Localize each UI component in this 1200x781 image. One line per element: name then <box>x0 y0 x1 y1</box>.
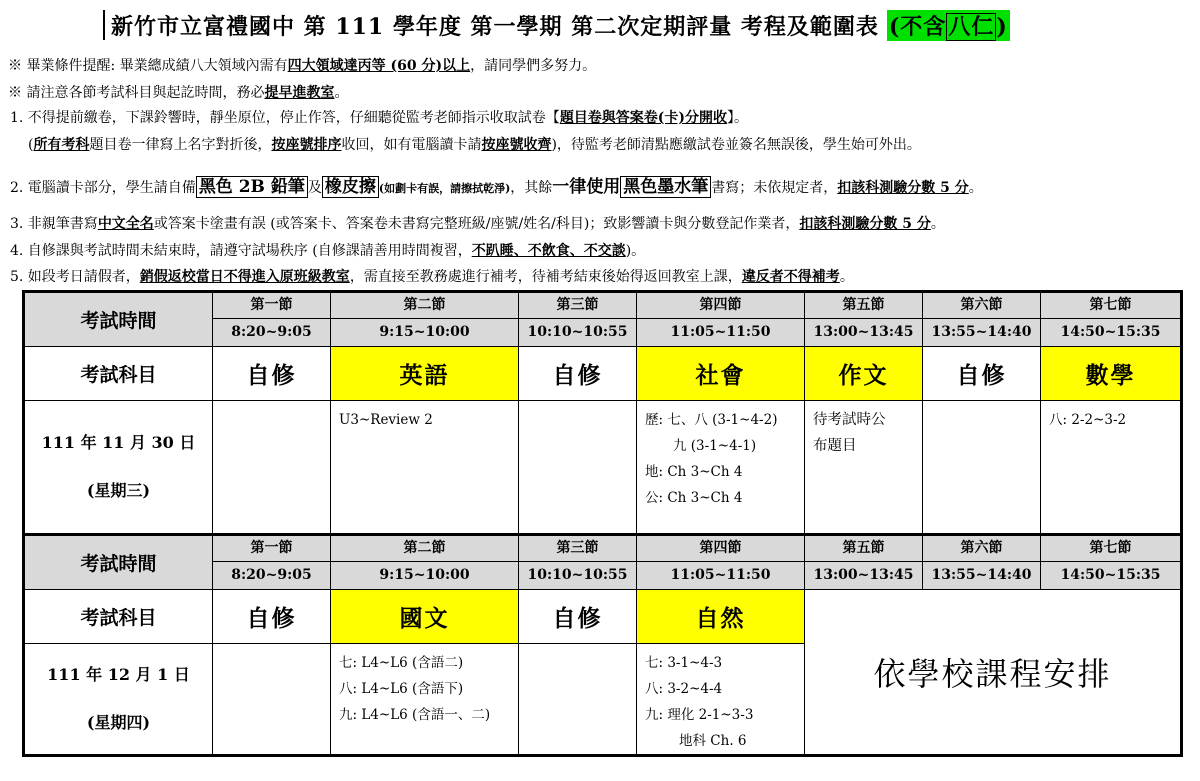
day1-range-p6 <box>923 401 1041 535</box>
day1-subject: 自修 <box>213 347 331 401</box>
rule-1: 1. 不得提前繳卷，下課鈴響時，靜坐原位，停止作答，仔細聽從監考老師指示收取試卷【題目卷與答案卷(卡)分開收】。 <box>10 110 749 126</box>
period-5: 第五節 13:00~13:45 <box>805 535 923 590</box>
day2-time-row <box>24 535 1182 590</box>
day1-range-p4: 歷: 七、八 (3-1~4-2) 九 (3-1~4-1) 地: Ch 3~Ch 4 公: Ch 3~Ch 4 <box>637 401 805 535</box>
day2-date-cell <box>24 644 213 756</box>
period-1: 第一節 8:20~9:05 <box>213 292 331 347</box>
day1-subject: 數學 <box>1041 347 1182 401</box>
day2-range-p3 <box>519 644 637 756</box>
title-bar <box>103 10 105 40</box>
day1-subject: 自修 <box>519 347 637 401</box>
day2-subject: 國文 <box>331 590 519 644</box>
title-main: 新竹市立富禮國中 第 111 學年度 第一學期 第二次定期評量 考程及範圍表 <box>111 13 879 40</box>
notice-graduation: ※ 畢業條件提醒: 畢業總成績八大領域內需有四大領域達丙等 (60 分)以上，請同學們多努力。 <box>8 58 597 74</box>
rule-2: 2. 電腦讀卡部分，學生請自備 黑色 2B 鉛筆 及 橡皮擦 (如劃卡有誤，請擦拭乾淨)，其餘一律使用 黑色墨水筆 書寫；未依規定者，扣該科測驗分數 5 分。 <box>10 177 983 197</box>
rule-1-detail: (所有考科題目卷一律寫上名字對折後，按座號排序收回，如有電腦讀卡請按座號收齊)，待監考老師清點應繳試卷並簽名無誤後，學生始可外出。 <box>28 137 921 153</box>
day1-time-row <box>24 292 1182 347</box>
day1-weekday: (星期三) <box>86 481 151 500</box>
time-label: 考試時間 <box>24 292 213 347</box>
rule-4: 4. 自修課與考試時間未結束時，請遵守試場秩序 (自修課請善用時間複習，不趴睡、不飲食、不交談)。 <box>10 243 646 259</box>
day2-subject: 自修 <box>519 590 637 644</box>
day1-range-p7: 八: 2-2~3-2 <box>1041 401 1182 535</box>
period-7: 第七節 14:50~15:35 <box>1041 292 1182 347</box>
day1-subject: 作文 <box>805 347 923 401</box>
title-exclusion-tag: (不含八仁) <box>887 10 1010 41</box>
day1-range-row <box>24 401 1182 535</box>
day1-subject: 自修 <box>923 347 1041 401</box>
period-6: 第六節 13:55~14:40 <box>923 292 1041 347</box>
day2-range-p1 <box>213 644 331 756</box>
notice-arrive-early: ※ 請注意各節考試科目與起訖時間，務必提早進教室。 <box>8 85 349 101</box>
page-title <box>103 8 1010 42</box>
day2-date: 111 年 12 月 1 日 <box>47 665 190 684</box>
rule-3: 3. 非親筆書寫中文全名或答案卡塗畫有誤 (或答案卡、答案卷未書寫完整班級/座號/姓名/科目)；致影響讀卡與分數登記作業者，扣該科測驗分數 5 分。 <box>10 216 945 232</box>
day1-range-p5: 待考試時公 布題目 <box>805 401 923 535</box>
period-3: 第三節 10:10~10:55 <box>519 292 637 347</box>
period-5: 第五節 13:00~13:45 <box>805 292 923 347</box>
period-3: 第三節 10:10~10:55 <box>519 535 637 590</box>
subject-label: 考試科目 <box>24 347 213 401</box>
day2-subject: 自然 <box>637 590 805 644</box>
day1-subject: 社會 <box>637 347 805 401</box>
day1-range-p3 <box>519 401 637 535</box>
period-2: 第二節 9:15~10:00 <box>331 292 519 347</box>
day2-weekday: (星期四) <box>86 713 151 732</box>
period-4: 第四節 11:05~11:50 <box>637 535 805 590</box>
day2-range-p2: 七: L4~L6 (含語二) 八: L4~L6 (含語下) 九: L4~L6 (含語一、二) <box>331 644 519 756</box>
day2-subject: 自修 <box>213 590 331 644</box>
rule-5: 5. 如段考日請假者，銷假返校當日不得進入原班級教室，需直接至教務處進行補考，待補考結束後始得返回教室上課，違反者不得補考。 <box>10 269 854 285</box>
day1-subject: 英語 <box>331 347 519 401</box>
period-4: 第四節 11:05~11:50 <box>637 292 805 347</box>
day1-range-p2: U3~Review 2 <box>331 401 519 535</box>
subject-label: 考試科目 <box>24 590 213 644</box>
period-1: 第一節 8:20~9:05 <box>213 535 331 590</box>
day1-date-cell <box>24 401 213 535</box>
day2-range-p4: 七: 3-1~4-3 八: 3-2~4-4 九: 理化 2-1~3-3 地科 Ch. 6 <box>637 644 805 756</box>
period-2: 第二節 9:15~10:00 <box>331 535 519 590</box>
afternoon-note: 依學校課程安排 <box>805 590 1182 756</box>
time-label: 考試時間 <box>24 535 213 590</box>
exam-schedule-table <box>22 290 1183 757</box>
period-6: 第六節 13:55~14:40 <box>923 535 1041 590</box>
day1-range-p1 <box>213 401 331 535</box>
day2-subject-row <box>24 590 1182 644</box>
day1-date: 111 年 11 月 30 日 <box>41 433 196 452</box>
period-7: 第七節 14:50~15:35 <box>1041 535 1182 590</box>
day1-subject-row <box>24 347 1182 401</box>
